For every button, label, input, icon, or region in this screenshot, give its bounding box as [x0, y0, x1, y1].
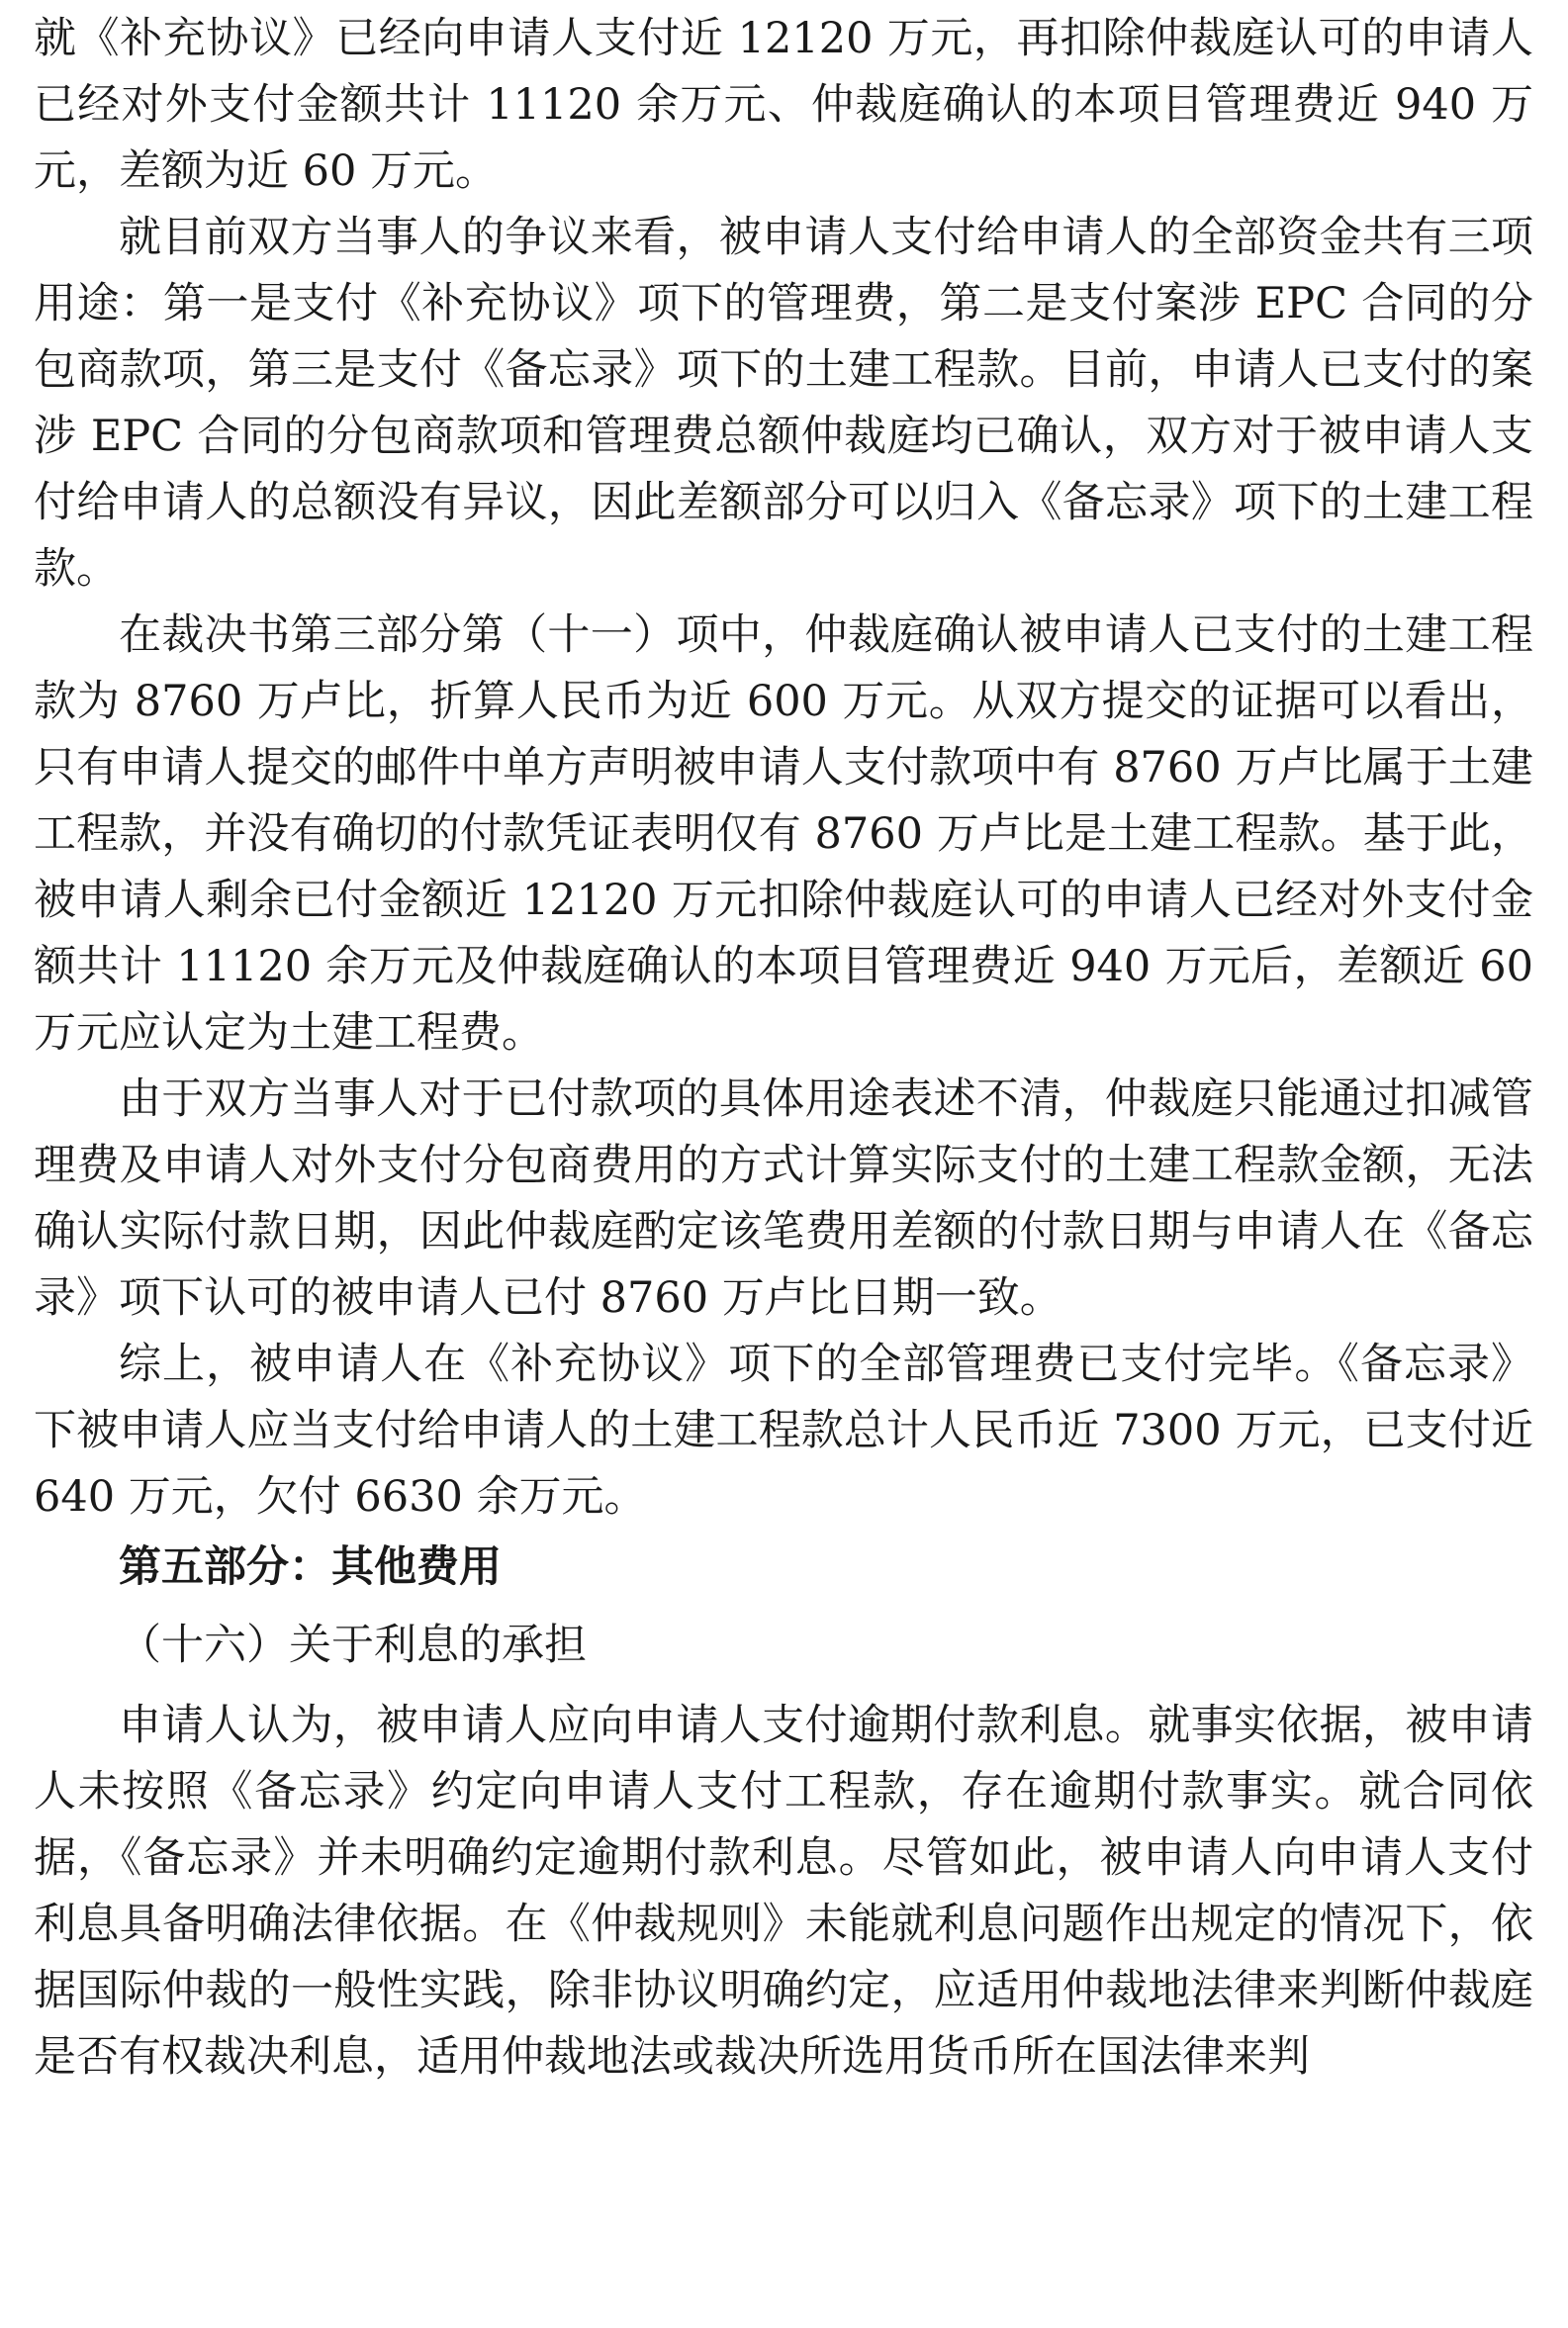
paragraph-fund-uses: 就目前双方当事人的争议来看，被申请人支付给申请人的全部资金共有三项用途：第一是支付《补充协议》项下的管理费，第二是支付案涉 EPC 合同的分包商款项，第三是支付《备忘录》项下的土建工程款。目前，申请人已支付的案涉 EPC 合同的分包商款项和管理费总额仲裁庭均已确认，双方对于被申请人支付给申请人的总额没有异议，因此差额部分可以归入《备忘录》项下的土建工程款。: [34, 213, 1533, 594]
paragraph-civil-payment: 在裁决书第三部分第（十一）项中，仲裁庭确认被申请人已支付的土建工程款为 8760 万卢比，折算人民币为近 600 万元。从双方提交的证据可以看出，只有申请人提交的邮件中单方声明被申请人支付款项中有 8760 万卢比属于土建工程款，并没有确切的付款凭证表明仅有 8760 万卢比是土建工程款。基于此，被申请人剩余已付金额近 12120 万元扣除仲裁庭认可的申请人已经对外支付金额共计 11120 余万元及仲裁庭确认的本项目管理费近 940 万元后，差额近 60 万元应认定为土建工程费。: [34, 610, 1533, 1058]
subsection-heading: （十六）关于利息的承担: [119, 1621, 587, 1670]
document-page: [34, 6, 1533, 2091]
section-heading: 第五部分：其他费用: [119, 1542, 502, 1592]
paragraph-interest: 申请人认为，被申请人应向申请人支付逾期付款利息。就事实依据，被申请人未按照《备忘录》约定向申请人支付工程款，存在逾期付款事实。就合同依据，《备忘录》并未明确约定逾期付款利息。尽管如此，被申请人向申请人支付利息具备明确法律依据。在《仲裁规则》未能就利息问题作出规定的情况下，依据国际仲裁的一般性实践，除非协议明确约定，应适用仲裁地法律来判断仲裁庭是否有权裁决利息，适用仲裁地法或裁决所选用货币所在国法律来判: [34, 1701, 1533, 2082]
paragraph-summary: 综上，被申请人在《补充协议》项下的全部管理费已支付完毕。《备忘录》下被申请人应当支付给申请人的土建工程款总计人民币近 7300 万元，已支付近 640 万元，欠付 6630 余万元。: [34, 1340, 1533, 1522]
paragraph-payment-date: 由于双方当事人对于已付款项的具体用途表述不清，仲裁庭只能通过扣减管理费及申请人对外支付分包商费用的方式计算实际支付的土建工程款金额，无法确认实际付款日期，因此仲裁庭酌定该笔费用差额的付款日期与申请人在《备忘录》项下认可的被申请人已付 8760 万卢比日期一致。: [34, 1074, 1533, 1323]
paragraph-continued: 就《补充协议》已经向申请人支付近 12120 万元，再扣除仲裁庭认可的申请人已经对外支付金额共计 11120 余万元、仲裁庭确认的本项目管理费近 940 万元，差额为近 60 万元。: [34, 14, 1533, 196]
